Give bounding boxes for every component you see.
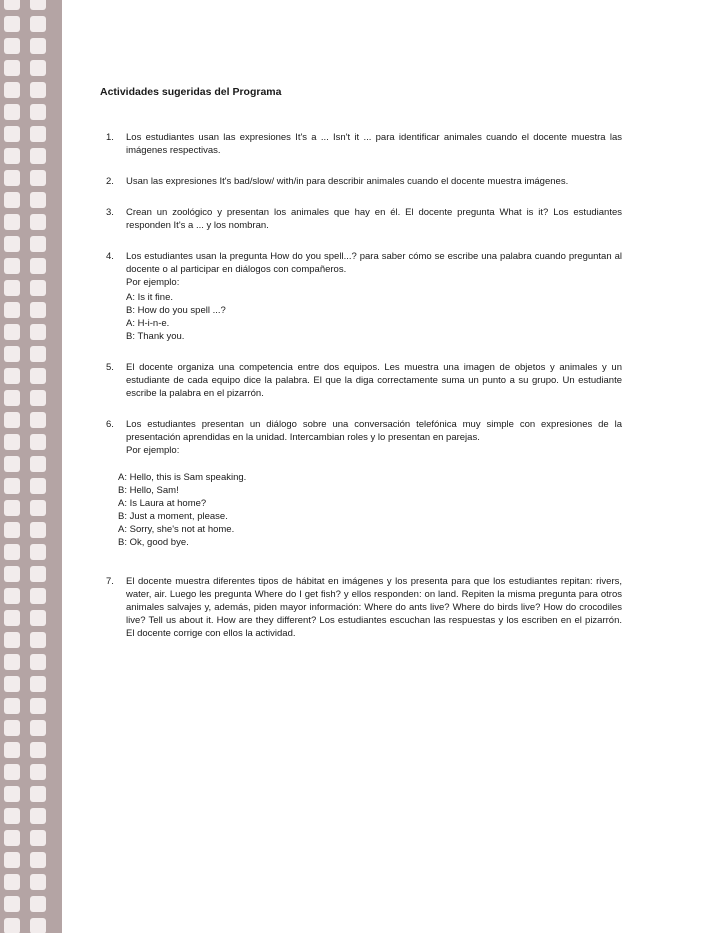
pattern-square	[4, 148, 20, 164]
pattern-square	[30, 610, 46, 626]
pattern-square	[4, 544, 20, 560]
pattern-square	[4, 192, 20, 208]
item-text: Los estudiantes presentan un diálogo sobre una conversación telefónica muy simple con expresiones de la presentación aprendidas en la unidad. Intercambian roles y lo presentan en parejas.	[126, 419, 622, 443]
pattern-square	[30, 258, 46, 274]
pattern-square	[4, 896, 20, 912]
pattern-square	[30, 390, 46, 406]
pattern-square	[30, 852, 46, 868]
example-label: Por ejemplo:	[126, 445, 180, 456]
activity-item	[100, 418, 622, 549]
pattern-square	[30, 786, 46, 802]
pattern-square	[4, 808, 20, 824]
dialog-line: B: Ok, good bye.	[118, 537, 189, 548]
item-number: 6.	[106, 419, 114, 430]
decorative-sidebar	[0, 0, 62, 933]
page-title: Actividades sugeridas del Programa	[100, 86, 282, 98]
pattern-square	[30, 676, 46, 692]
pattern-square	[30, 434, 46, 450]
item-number: 7.	[106, 576, 114, 587]
dialog-line: B: Thank you.	[126, 331, 185, 342]
pattern-square	[4, 126, 20, 142]
pattern-square	[30, 654, 46, 670]
activity-item	[100, 250, 622, 343]
pattern-square	[30, 500, 46, 516]
pattern-square	[30, 346, 46, 362]
pattern-square	[4, 566, 20, 582]
dialog-line: A: Sorry, she's not at home.	[118, 524, 235, 535]
item-text: Usan las expresiones It's bad/slow/ with/in para describir animales cuando el docente muestra imágenes.	[126, 176, 569, 187]
pattern-square	[30, 280, 46, 296]
pattern-square	[4, 214, 20, 230]
pattern-square	[4, 610, 20, 626]
pattern-square	[30, 126, 46, 142]
pattern-square	[4, 170, 20, 186]
pattern-square	[4, 16, 20, 32]
pattern-square	[30, 412, 46, 428]
item-text: Crean un zoológico y presentan los animales que hay en él. El docente pregunta What is it? Los estudiantes responden It's a ... y los nombran.	[126, 207, 622, 231]
pattern-square	[4, 456, 20, 472]
pattern-square	[30, 720, 46, 736]
pattern-square	[30, 16, 46, 32]
activity-item	[100, 131, 622, 157]
pattern-square	[30, 918, 46, 933]
pattern-square	[4, 368, 20, 384]
pattern-square	[4, 632, 20, 648]
pattern-square	[4, 764, 20, 780]
pattern-square	[4, 478, 20, 494]
dialog-line: A: H-i-n-e.	[126, 318, 170, 329]
pattern-square	[30, 82, 46, 98]
pattern-square	[30, 236, 46, 252]
pattern-square	[30, 302, 46, 318]
pattern-square	[30, 214, 46, 230]
pattern-square	[4, 830, 20, 846]
pattern-square	[30, 588, 46, 604]
pattern-square	[30, 808, 46, 824]
dialog-line: A: Is Laura at home?	[118, 498, 207, 509]
pattern-square	[30, 742, 46, 758]
item-text: El docente organiza una competencia entre dos equipos. Les muestra una imagen de objetos y animales y un estudiante de cada equipo dice la palabra. El que la diga correctamente suma un punto a su grupo. Un estudiante escribe la palabra en el pizarrón.	[126, 362, 622, 399]
pattern-square	[30, 698, 46, 714]
pattern-square	[4, 500, 20, 516]
item-text: Los estudiantes usan la pregunta How do you spell...? para saber cómo se escribe una palabra cuando preguntan al docente o al participar en diálogos con compañeros.	[126, 251, 622, 275]
pattern-square	[4, 38, 20, 54]
pattern-square	[30, 522, 46, 538]
pattern-square	[4, 302, 20, 318]
activity-item	[100, 575, 622, 640]
pattern-square	[30, 478, 46, 494]
dialog-lines	[126, 291, 622, 343]
pattern-square	[30, 148, 46, 164]
item-text: El docente muestra diferentes tipos de hábitat en imágenes y los presenta para que los estudiantes repitan: rivers, water, air. Luego les pregunta Where do I get fish? y ellos responden: on land. Repiten la misma pregunta para otros animales salvajes y, además, piden mayor información: Where do ants live? Where do birds live? How do crocodiles live? Tell us about it. How are they different? Los estudiantes escuchan las respuestas y los escriben en el pizarrón. El docente corrige con ellos la actividad.	[126, 576, 622, 639]
pattern-square	[30, 544, 46, 560]
item-number: 2.	[106, 176, 114, 187]
pattern-square	[4, 346, 20, 362]
item-number: 4.	[106, 251, 114, 262]
pattern-square	[4, 82, 20, 98]
pattern-square	[4, 522, 20, 538]
pattern-square	[30, 874, 46, 890]
pattern-square	[4, 588, 20, 604]
item-number: 5.	[106, 362, 114, 373]
pattern-square	[4, 874, 20, 890]
pattern-square	[4, 0, 20, 10]
document-body	[100, 86, 622, 658]
pattern-square	[30, 38, 46, 54]
square-pattern	[4, 0, 46, 933]
dialog-line: A: Hello, this is Sam speaking.	[118, 472, 247, 483]
pattern-square	[30, 0, 46, 10]
pattern-square	[30, 632, 46, 648]
pattern-square	[4, 786, 20, 802]
dialog-line: B: Hello, Sam!	[118, 485, 179, 496]
pattern-square	[4, 236, 20, 252]
pattern-square	[4, 720, 20, 736]
pattern-square	[4, 742, 20, 758]
pattern-square	[4, 434, 20, 450]
pattern-square	[30, 764, 46, 780]
pattern-square	[4, 104, 20, 120]
item-number: 3.	[106, 207, 114, 218]
pattern-square	[4, 698, 20, 714]
pattern-square	[4, 412, 20, 428]
activity-item	[100, 361, 622, 400]
pattern-square	[30, 170, 46, 186]
pattern-square	[30, 896, 46, 912]
pattern-square	[30, 192, 46, 208]
pattern-square	[30, 60, 46, 76]
dialog-lines	[118, 471, 622, 549]
pattern-square	[4, 280, 20, 296]
dialog-line: A: Is it fine.	[126, 292, 173, 303]
pattern-square	[4, 390, 20, 406]
dialog-line: B: Just a moment, please.	[118, 511, 228, 522]
pattern-square	[4, 324, 20, 340]
pattern-square	[30, 324, 46, 340]
pattern-square	[30, 830, 46, 846]
pattern-square	[4, 852, 20, 868]
pattern-square	[4, 258, 20, 274]
pattern-square	[4, 654, 20, 670]
example-label: Por ejemplo:	[126, 277, 180, 288]
activity-item	[100, 206, 622, 232]
pattern-square	[30, 104, 46, 120]
pattern-square	[4, 60, 20, 76]
dialog-line: B: How do you spell ...?	[126, 305, 226, 316]
pattern-square	[30, 566, 46, 582]
pattern-square	[4, 918, 20, 933]
pattern-square	[4, 676, 20, 692]
pattern-square	[30, 368, 46, 384]
item-number: 1.	[106, 132, 114, 143]
pattern-square	[30, 456, 46, 472]
activity-item	[100, 175, 622, 188]
item-text: Los estudiantes usan las expresiones It's a ... Isn't it ... para identificar animales cuando el docente muestra las imágenes respectivas.	[126, 132, 622, 156]
